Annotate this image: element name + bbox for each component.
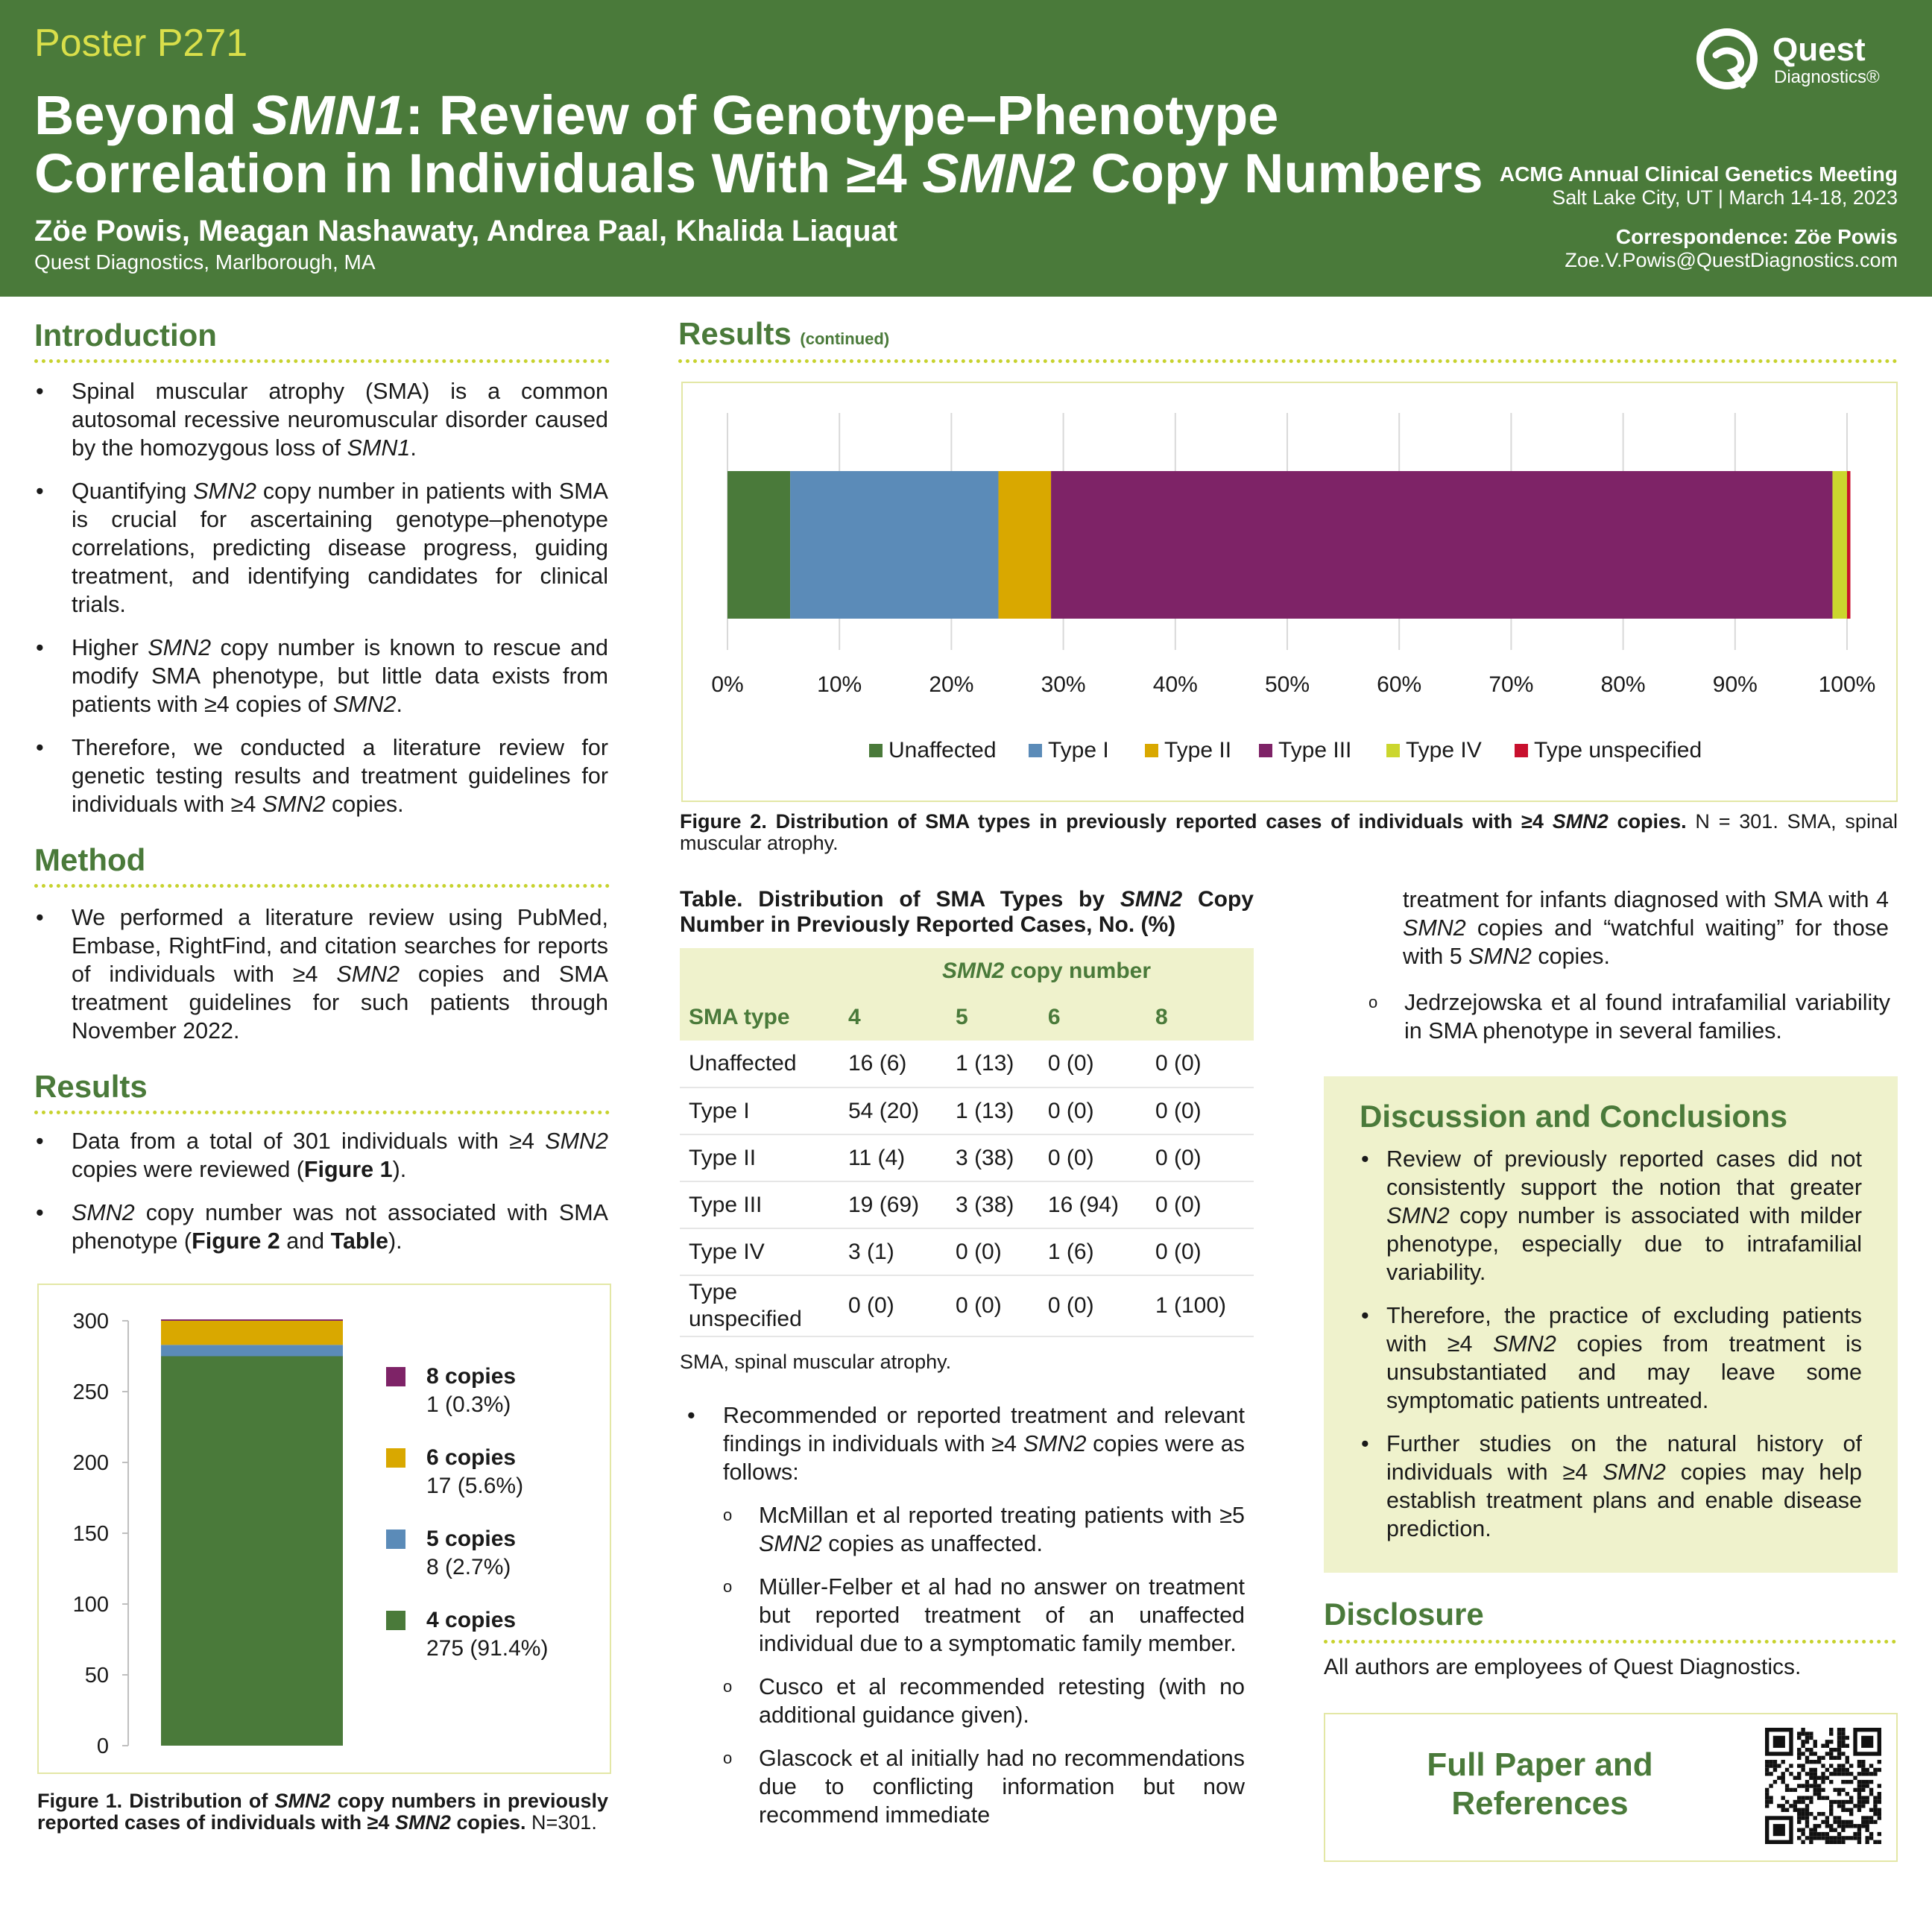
table-cell: 0 (0) <box>1047 1145 1094 1170</box>
table-cell: 0 (0) <box>1047 1098 1094 1123</box>
disclosure-heading: Disclosure <box>1324 1597 1484 1632</box>
figure-1-chart <box>39 1285 608 1770</box>
y-tick-label: 50 <box>84 1664 109 1688</box>
poster-id: Poster P271 <box>34 22 248 65</box>
legend-value-label: 1 (0.3%) <box>426 1392 511 1417</box>
list-item: o Jedrzejowska et al found intrafamilial variability in SMA phenotype in several families. <box>1367 988 1890 1045</box>
legend-value-label: 275 (91.4%) <box>426 1636 549 1661</box>
method-heading: Method <box>34 842 146 877</box>
x-tick-label: 50% <box>1264 672 1310 697</box>
table-header-row <box>680 994 1254 1041</box>
results-list <box>34 1127 608 1270</box>
correspondence-label: Correspondence: Zöe Powis <box>1615 225 1898 248</box>
legend-label: 6 copies <box>426 1445 517 1470</box>
legend-swatch <box>386 1611 405 1630</box>
table-cell: 0 (0) <box>956 1293 1002 1318</box>
legend <box>869 738 1702 763</box>
y-axis <box>73 1310 128 1758</box>
table-row <box>680 1134 1254 1181</box>
table-cell: 3 (1) <box>848 1239 894 1264</box>
table-row-label: Unaffected <box>689 1051 797 1076</box>
table-cell: 0 (0) <box>956 1239 1002 1264</box>
table-cell: 16 (6) <box>848 1051 907 1076</box>
meeting-location: Salt Lake City, UT | March 14-18, 2023 <box>1552 186 1898 209</box>
legend-swatch <box>386 1448 405 1468</box>
introduction-heading: Introduction <box>34 318 217 353</box>
list-item: • Therefore, we conducted a literature review for genetic testing results and treatment guidelines for individuals with ≥4 SMN2 copies. <box>34 733 608 818</box>
x-tick-label: 20% <box>929 672 974 697</box>
table-cell: 0 (0) <box>1155 1192 1202 1217</box>
bar-segment-4-copies <box>161 1357 343 1746</box>
treatment-sublist <box>722 1501 1245 1844</box>
table-row-label: Type III <box>689 1192 763 1217</box>
table-row <box>680 1087 1254 1134</box>
treatment-sublist-continued <box>1367 988 1890 1060</box>
list-item: o McMillan et al reported treating patients with ≥5 SMN2 copies as unaffected. <box>722 1501 1245 1558</box>
table-column-header: SMA type <box>689 1005 790 1029</box>
table-column-header: 5 <box>956 1005 968 1029</box>
qr-code-icon[interactable] <box>1765 1728 1881 1844</box>
table-cell: 3 (38) <box>956 1145 1014 1170</box>
logo-subtext: Diagnostics® <box>1774 67 1880 87</box>
legend-label: Type unspecified <box>1534 738 1702 763</box>
legend-label: Type IV <box>1406 738 1482 763</box>
legend-swatch <box>1259 744 1272 757</box>
table-group-header-row <box>680 948 1254 994</box>
list-item: o Glascock et al initially had no recommendations due to conflicting information but now recommend immediate <box>722 1744 1245 1829</box>
list-item: • Therefore, the practice of excluding patients with ≥4 SMN2 copies from treatment is unsubstantiated and may leave some symptomatic patients untreated. <box>1360 1301 1862 1415</box>
table-row <box>680 1275 1254 1336</box>
table-cell: 19 (69) <box>848 1192 920 1217</box>
figure-1-caption: Figure 1. Distribution of SMN2 copy numbers in previously reported cases of individuals with ≥4 SMN2 copies. N=301. <box>37 1790 608 1834</box>
section-divider <box>34 884 610 888</box>
meeting-name: ACMG Annual Clinical Genetics Meeting <box>1499 162 1898 186</box>
table-cell: 11 (4) <box>848 1145 906 1170</box>
bar-segment-type-unspecified <box>1847 471 1851 619</box>
list-item: • Quantifying SMN2 copy number in patients with SMA is crucial for ascertaining genotype–phenotype correlations, predicting disease progress, guiding treatment, and identifying candidates for clinical trials. <box>34 477 608 619</box>
section-divider <box>1324 1640 1896 1644</box>
legend <box>386 1364 548 1661</box>
legend-label: Unaffected <box>888 738 997 763</box>
treatment-continued: treatment for infants diagnosed with SMA with 4 SMN2 copies and “watchful waiting” for those with 5 SMN2 copies. <box>1403 887 1889 969</box>
x-tick-label: 40% <box>1152 672 1198 697</box>
table-row <box>680 1228 1254 1275</box>
bar-segment-type-iii <box>1051 471 1832 619</box>
table-cell: 54 (20) <box>848 1098 920 1123</box>
legend-swatch <box>1145 744 1158 757</box>
table-row-label: Type I <box>689 1098 750 1123</box>
bar-segment-type-i <box>790 471 998 619</box>
list-item: • Recommended or reported treatment and relevant findings in individuals with ≥4 SMN2 copies were as follows: <box>686 1401 1245 1486</box>
poster-title-line-2: Correlation in Individuals With ≥4 SMN2 Copy Numbers <box>34 142 1483 204</box>
table-footnote: SMA, spinal muscular atrophy. <box>680 1351 952 1373</box>
legend-swatch <box>1029 744 1042 757</box>
table-row-label: Type IV <box>689 1239 765 1264</box>
x-tick-label: 90% <box>1712 672 1758 697</box>
legend-value-label: 17 (5.6%) <box>426 1474 524 1498</box>
list-item: • Spinal muscular atrophy (SMA) is a common autosomal recessive neuromuscular disorder caused by the homozygous loss of SMN1. <box>34 377 608 462</box>
disclosure-text: All authors are employees of Quest Diagnostics. <box>1324 1655 1802 1679</box>
table-title: Table. Distribution of SMA Types by SMN2 Copy Number in Previously Reported Cases, No. (%) <box>680 887 1254 937</box>
legend-swatch <box>386 1530 405 1549</box>
table-row-label: Type unspecified <box>689 1280 802 1331</box>
table-cell: 1 (6) <box>1047 1239 1094 1264</box>
table-cell: 0 (0) <box>1155 1145 1202 1170</box>
sma-type-table <box>680 948 1254 1337</box>
table-cell: 0 (0) <box>1047 1293 1094 1318</box>
x-tick-label: 100% <box>1818 672 1876 697</box>
stacked-bar <box>161 1319 343 1746</box>
introduction-list <box>34 377 608 833</box>
list-item: • Further studies on the natural history of individuals with ≥4 SMN2 copies may help establish treatment plans and enable disease prediction. <box>1360 1430 1862 1543</box>
poster-title-line-1: Beyond SMN1: Review of Genotype–Phenotype <box>34 84 1279 146</box>
section-divider <box>34 1111 610 1114</box>
figure-2-caption: Figure 2. Distribution of SMA types in previously reported cases of individuals with ≥4 SMN2 copies. N = 301. SMA, spinal muscular atrophy. <box>680 810 1898 854</box>
bar-segment-6-copies <box>161 1321 343 1345</box>
table-cell: 1 (13) <box>956 1098 1014 1123</box>
y-tick-label: 200 <box>72 1451 109 1475</box>
logo-wordmark: Quest <box>1772 31 1866 68</box>
bar-segment-5-copies <box>161 1345 343 1356</box>
discussion-heading: Discussion and Conclusions <box>1360 1099 1788 1134</box>
section-divider <box>34 359 610 363</box>
legend-swatch <box>869 744 883 757</box>
bar-segment-unaffected <box>727 471 790 619</box>
legend-label: Type III <box>1278 738 1352 763</box>
table-cell: 0 (0) <box>1155 1239 1202 1264</box>
x-tick-label: 0% <box>711 672 744 697</box>
figure-2-chart <box>683 383 1893 798</box>
section-divider <box>678 359 1898 363</box>
legend-label: Type I <box>1048 738 1109 763</box>
table-column-header: 6 <box>1047 1005 1061 1029</box>
table-row <box>680 1041 1254 1087</box>
legend-label: 5 copies <box>426 1527 517 1551</box>
x-axis <box>711 672 1875 697</box>
list-item: o Cusco et al recommended retesting (with no additional guidance given). <box>722 1673 1245 1729</box>
x-tick-label: 70% <box>1489 672 1534 697</box>
legend-swatch <box>386 1367 405 1386</box>
legend-label: 4 copies <box>426 1608 517 1632</box>
bar-segment-type-iv <box>1832 471 1847 619</box>
table-column-header: 4 <box>848 1005 861 1029</box>
y-tick-label: 250 <box>72 1380 109 1404</box>
x-tick-label: 30% <box>1041 672 1086 697</box>
bar-segment-8-copies <box>161 1319 343 1321</box>
y-tick-label: 0 <box>96 1734 109 1758</box>
stacked-bar <box>727 471 1851 619</box>
legend-swatch <box>1386 744 1400 757</box>
table-cell: 16 (94) <box>1047 1192 1119 1217</box>
affiliation: Quest Diagnostics, Marlborough, MA <box>34 250 376 274</box>
y-tick-label: 300 <box>72 1310 109 1333</box>
list-item: • Higher SMN2 copy number is known to rescue and modify SMA phenotype, but little data exists from patients with ≥4 copies of SMN2. <box>34 634 608 719</box>
table-cell: 0 (0) <box>1155 1098 1202 1123</box>
legend-label: 8 copies <box>426 1364 517 1389</box>
list-item: • SMN2 copy number was not associated with SMA phenotype (Figure 2 and Table). <box>34 1199 608 1255</box>
bar-segment-type-ii <box>998 471 1051 619</box>
list-item: o Müller-Felber et al had no answer on treatment but reported treatment of an unaffected individual due to a symptomatic family member. <box>722 1573 1245 1658</box>
x-tick-label: 80% <box>1600 672 1646 697</box>
list-item: • Review of previously reported cases did not consistently support the notion that greater SMN2 copy number is associated with milder phenotype, especially due to intrafamilial variability. <box>1360 1145 1862 1287</box>
table-column-header: 8 <box>1155 1005 1168 1029</box>
correspondence-email[interactable]: Zoe.V.Powis@QuestDiagnostics.com <box>1565 249 1898 271</box>
table-cell: 3 (38) <box>956 1192 1014 1217</box>
x-tick-label: 60% <box>1377 672 1422 697</box>
table-cell: 0 (0) <box>848 1293 894 1318</box>
table-group-header: SMN2 copy number <box>941 959 1152 983</box>
table-cell: 1 (13) <box>956 1051 1014 1076</box>
method-list <box>34 903 608 1060</box>
list-item: • Data from a total of 301 individuals with ≥4 SMN2 copies were reviewed (Figure 1). <box>34 1127 608 1184</box>
results-continued-heading: Results (continued) <box>678 316 890 351</box>
x-tick-label: 10% <box>817 672 862 697</box>
treatment-list <box>686 1401 1245 1501</box>
legend-swatch <box>1515 744 1528 757</box>
table-cell: 0 (0) <box>1155 1051 1202 1076</box>
table-row-label: Type II <box>689 1145 757 1170</box>
y-tick-label: 100 <box>72 1593 109 1617</box>
table-row <box>680 1181 1254 1228</box>
full-paper-label[interactable]: Full Paper and References <box>1427 1746 1653 1822</box>
table-cell: 1 (100) <box>1155 1293 1226 1318</box>
legend-value-label: 8 (2.7%) <box>426 1555 511 1579</box>
list-item: • We performed a literature review using PubMed, Embase, RightFind, and citation searches for reports of individuals with ≥4 SMN2 copies and SMA treatment guidelines for such patients through November 2022. <box>34 903 608 1045</box>
table-cell: 0 (0) <box>1047 1051 1094 1076</box>
y-tick-label: 150 <box>72 1522 109 1546</box>
results-heading: Results <box>34 1069 148 1104</box>
quest-logo-icon <box>1693 25 1761 92</box>
discussion-list <box>1360 1145 1862 1558</box>
legend-label: Type II <box>1164 738 1232 763</box>
authors: Zöe Powis, Meagan Nashawaty, Andrea Paal, Khalida Liaquat <box>34 215 898 247</box>
